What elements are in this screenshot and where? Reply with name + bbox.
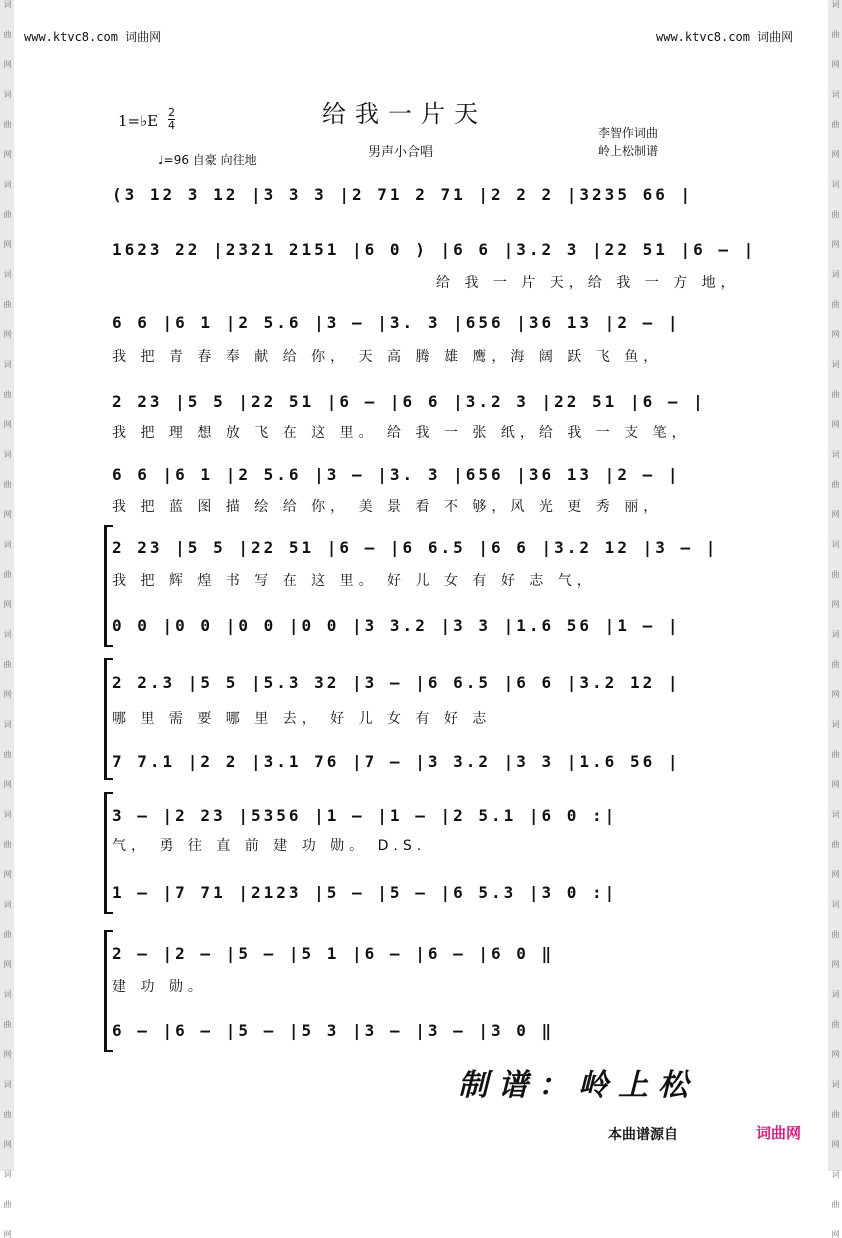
score-row-2-lyrics: 给 我 一 片 天，给 我 一 方 地， — [436, 275, 740, 291]
tempo-marking: ♩=96 自豪 向往地 — [158, 153, 257, 167]
arranger-signature: 制谱：岭上松 — [458, 1068, 698, 1103]
right-watermark-strip: 词 曲 网 词 曲 网 词 曲 网 词 曲 网 词 曲 网 词 曲 网 词 曲 网 词 曲 网 词 曲 网 词 曲 网 词 曲 网 词 曲 网 词 曲 网 词 曲 网 — [828, 0, 842, 1171]
site-url-right[interactable]: www.ktvc8.com 词曲网 — [656, 30, 794, 44]
score-row-12-notes: 2 – |2 – |5 – |5 1 |6 – |6 – |6 0 ‖ — [112, 944, 555, 963]
score-row-6-notes: 2 23 |5 5 |22 51 |6 – |6 6.5 |6 6 |3.2 12 |3 – | — [112, 538, 719, 557]
score-row-11-notes: 1 – |7 71 |2123 |5 – |5 – |6 5.3 |3 0 :| — [112, 883, 618, 902]
score-row-7-notes: 0 0 |0 0 |0 0 |0 0 |3 3.2 |3 3 |1.6 56 |1 – | — [112, 616, 681, 635]
source-brand-link[interactable]: 词曲网 — [756, 1124, 802, 1142]
song-subtitle: 男声小合唱 — [368, 145, 434, 160]
score-row-5-notes: 6 6 |6 1 |2 5.6 |3 – |3. 3 |656 |36 13 |2 – | — [112, 465, 681, 484]
key-signature: 1=♭E — [118, 112, 159, 130]
score-row-3-lyrics: 我 把 青 春 奉 献 给 你， 天 高 腾 雄 鹰，海 阔 跃 飞 鱼， — [112, 349, 663, 365]
score-row-6-lyrics: 我 把 辉 煌 书 写 在 这 里。 好 儿 女 有 好 志 气， — [112, 573, 596, 589]
score-row-1-notes: (3 12 3 12 |3 3 3 |2 71 2 71 |2 2 2 |3235 66 | — [112, 185, 694, 204]
score-row-9-notes: 7 7.1 |2 2 |3.1 76 |7 – |3 3.2 |3 3 |1.6 56 | — [112, 752, 681, 771]
score-row-4-lyrics: 我 把 理 想 放 飞 在 这 里。 给 我 一 张 纸，给 我 一 支 笔， — [112, 425, 691, 441]
score-row-8-lyrics: 哪 里 需 要 哪 里 去， 好 儿 女 有 好 志 — [112, 711, 492, 727]
time-signature — [168, 107, 175, 132]
meter-bottom: 4 — [168, 119, 175, 132]
score-row-10-lyrics: 气， 勇 往 直 前 建 功 勋。 D.S. — [112, 838, 427, 854]
score-row-8-notes: 2 2.3 |5 5 |5.3 32 |3 – |6 6.5 |6 6 |3.2 12 | — [112, 673, 681, 692]
lyricist-composer: 李智作词曲 — [598, 126, 659, 140]
score-row-5-lyrics: 我 把 蓝 图 描 绘 给 你， 美 景 看 不 够，风 光 更 秀 丽， — [112, 499, 663, 515]
left-watermark-strip: 词 曲 网 词 曲 网 词 曲 网 词 曲 网 词 曲 网 词 曲 网 词 曲 网 词 曲 网 词 曲 网 词 曲 网 词 曲 网 词 曲 网 词 曲 网 词 曲 网 — [0, 0, 14, 1171]
score-row-3-notes: 6 6 |6 1 |2 5.6 |3 – |3. 3 |656 |36 13 |2 – | — [112, 313, 681, 332]
score-row-12-lyrics: 建 功 勋。 — [112, 979, 207, 995]
site-url-left[interactable]: www.ktvc8.com 词曲网 — [24, 30, 162, 44]
song-title: 给我一片天 — [322, 100, 487, 128]
score-row-4-notes: 2 23 |5 5 |22 51 |6 – |6 6 |3.2 3 |22 51 |6 – | — [112, 392, 706, 411]
score-row-10-notes: 3 – |2 23 |5356 |1 – |1 – |2 5.1 |6 0 :| — [112, 806, 618, 825]
score-row-13-notes: 6 – |6 – |5 – |5 3 |3 – |3 – |3 0 ‖ — [112, 1021, 555, 1040]
source-label: 本曲谱源自 — [608, 1127, 678, 1143]
meter-top: 2 — [168, 106, 175, 119]
arranger: 岭上松制谱 — [598, 144, 659, 158]
score-row-2-notes: 1623 22 |2321 2151 |6 0 ) |6 6 |3.2 3 |22 51 |6 – | — [112, 240, 757, 259]
